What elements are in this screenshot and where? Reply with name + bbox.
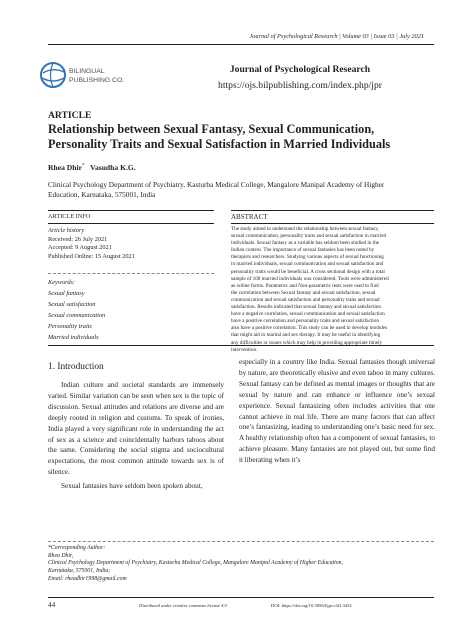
abstract-line: sample of 100 married individuals was considered. Tools were administered — [231, 275, 389, 282]
history-label: Article history — [48, 227, 85, 234]
article-history — [48, 227, 135, 261]
logo-text-line1: BILINGUAL — [69, 68, 105, 75]
page-number: 44 — [48, 601, 56, 609]
abstract-line: the correlation between Sexual fantasy and sexual satisfaction, sexual — [231, 289, 376, 296]
info-divider — [48, 273, 214, 274]
footnote-label: *Corresponding Author: — [48, 545, 106, 551]
keyword-item: Married individuals — [48, 334, 99, 341]
abstract-line: intervention. — [231, 346, 258, 353]
abstract-line: individuals. Sexual fantasy as a variable has seldom been studied in the — [231, 240, 380, 247]
author-1: Rhea Dhir — [48, 163, 82, 172]
header-rule — [48, 44, 434, 45]
abstract-line: as online forms. Parametric and Non-parametric tests were used to find — [231, 282, 379, 289]
keyword-item: Sexual satisfaction — [48, 301, 96, 308]
keyword-item: Sexual fantasy — [48, 290, 85, 297]
footnote-email[interactable]: Email: rheadhir1998@gmail.com — [48, 575, 127, 582]
abstract-line: have a negative correlation, sexual communication and sexual satisfaction — [231, 311, 385, 318]
doi-link[interactable]: DOI: https://doi.org/10.30564/jpr.v3i3.3452 — [271, 603, 352, 608]
footnote-rule — [48, 541, 434, 542]
footnote-affiliation-2: Karnataka, 575001, India; — [48, 568, 111, 575]
info-top-rule — [48, 210, 214, 211]
author-list — [48, 163, 136, 172]
abstract-line: in married individuals, sexual communication and sexual satisfaction and — [231, 261, 384, 268]
affiliation-line-1: Clinical Psychology Department of Psychiatry, Kasturba Medical College, Mangalore Manipal Academy of Higher — [48, 180, 385, 189]
abstract-line: any difficulties or issues which may help in providing appropriate timely — [231, 339, 383, 346]
corresponding-mark: * — [81, 163, 85, 169]
affiliation — [48, 180, 438, 201]
abstract-line: have a positive correlation and personality traits and sexual satisfaction — [231, 318, 379, 325]
paragraph: especially in a country like India. Sexual fantasies though universal by nature, are theoretically elusive and even taboo in many cultures. Sexual fantasy can be defined as mental images or thoughts that are sexual by nature and can enhance or influence one’s sexual experience. Sexual fantasizing often includes activities that one cannot achieve in real life. There are many factors that can affect one’s fantasizing, leading to understanding one’s basic need for sex. A healthy relationship often has a component of sexual fantasies, to achieve pleasure. Many fantasies are not played out, but some find it liberating when it’s — [239, 358, 435, 465]
abstract-line: therapists and researchers. Studying various aspects of sexual functioning — [231, 254, 384, 261]
abstract-line: also have a positive correlation. This study can be used to develop modules — [231, 325, 388, 332]
keyword-item: Sexual communication — [48, 312, 106, 319]
abstract-bottom-rule — [231, 223, 434, 224]
accepted-date: Accepted: 9 August 2021 — [48, 244, 112, 251]
paragraph: Sexual fantasies have seldom been spoken about, — [61, 482, 203, 491]
section-heading-introduction: 1. Introduction — [48, 362, 104, 372]
keywords-label: Keywords: — [48, 279, 76, 286]
footer-rule — [48, 597, 434, 598]
abstract-line: sexual communication, personality traits and sexual satisfaction in married — [231, 233, 387, 240]
body-column-left — [48, 380, 224, 492]
license-text: Distributed under creative commons license 4.0 — [139, 603, 227, 608]
abstract-line: satisfaction. Results indicated that sexual fantasy and sexual satisfaction — [231, 304, 381, 311]
body-column-right — [239, 357, 435, 466]
published-date: Published Online: 15 August 2021 — [48, 252, 135, 260]
logo-text-line2: PUBLISHING CO. — [69, 77, 125, 84]
author-2: Vasudha K.G. — [90, 163, 136, 172]
abstract-line: that might aid in marital and sex therapy. It may be useful in identifying — [231, 332, 381, 339]
section-rule — [48, 345, 434, 346]
keyword-item: Personality traits — [48, 323, 92, 330]
footnote-name: Rhea Dhir, — [48, 552, 74, 559]
received-date: Received: 26 July 2021 — [48, 235, 108, 243]
article-info-heading: ARTICLE INFO — [48, 213, 91, 220]
abstract-line: personality traits would be beneficial. A cross sectional design with a total — [231, 268, 385, 275]
corresponding-author-footnote — [48, 545, 438, 584]
article-type-label: ARTICLE — [48, 110, 92, 121]
title-line-1: Relationship between Sexual Fantasy, Sexual Communication, — [48, 122, 375, 136]
abstract-line: communication and sexual satisfaction and personality traits and sexual — [231, 296, 380, 303]
paragraph: Indian culture and societal standards are immensely varied. Similar variation can be seen when sex is the topic of discussion. Sexual attitudes and relations are diverse and are deeply rooted in religion and customs. To speak of ironies, India played a very significant role in understanding the act of sex as a science and coincidentally harbors taboos about the same. Considering the social stigma and sociocultural expectations, the most common attitude towards sex is of silence. — [48, 381, 224, 477]
publisher-logo — [38, 58, 134, 98]
globe-icon — [38, 58, 134, 98]
abstract-body — [231, 226, 433, 354]
article-title — [48, 122, 438, 152]
abstract-top-rule — [231, 210, 434, 211]
running-head: Journal of Psychological Research | Volume 03 | Issue 03 | July 2021 — [249, 33, 424, 40]
journal-name: Journal of Psychological Research — [229, 64, 371, 75]
footnote-affiliation-1: Clinical Psychology Department of Psychiatry, Kasturba Medical College, Mangalore Manipal Academy of Higher Education, — [48, 560, 343, 567]
affiliation-line-2: Education, Karnataka, 575001, India — [48, 190, 156, 200]
journal-url[interactable]: https://ojs.bilpublishing.com/index.php/jpr — [218, 80, 382, 91]
keywords-block — [48, 277, 105, 343]
abstract-line: Indian context. The importance of sexual fantasies has been noted by — [231, 247, 375, 254]
info-bottom-rule — [48, 223, 214, 224]
abstract-line: The study aimed to understand the relationship between sexual fantasy, — [231, 226, 379, 232]
title-line-2: Personality Traits and Sexual Satisfaction in Married Individuals — [48, 137, 391, 151]
abstract-heading: ABSTRACT — [231, 213, 268, 221]
